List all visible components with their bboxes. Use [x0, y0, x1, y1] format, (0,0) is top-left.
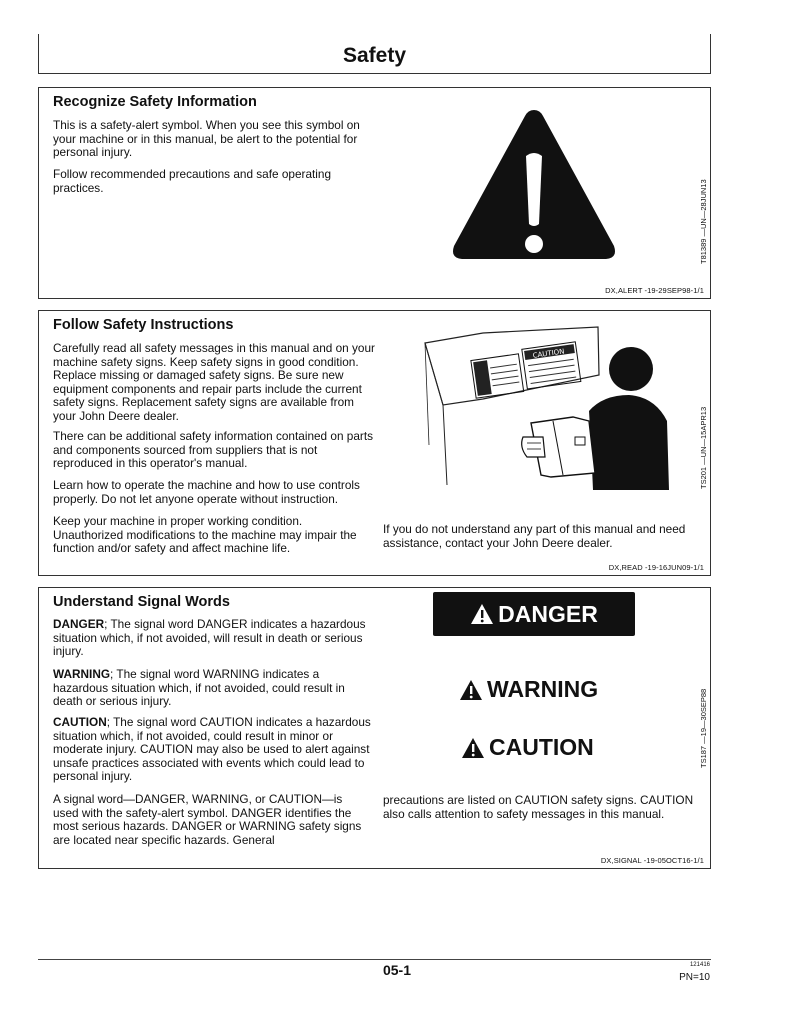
definition-text: ; The signal word WARNING indicates a hazardous situation which, if not avoided, could result in death or serious injury.	[53, 667, 345, 709]
page-title: Safety	[342, 44, 407, 67]
danger-label: DANGER	[498, 600, 598, 627]
safety-alert-triangle-icon	[459, 679, 483, 701]
paragraph: Keep your machine in proper working condition. Unauthorized modifications to the machine may impair the function and/or safety and affect machine life.	[53, 514, 357, 556]
term-caution: CAUTION	[53, 715, 107, 729]
danger-sign	[433, 592, 635, 636]
section-title: Follow Safety Instructions	[53, 317, 234, 333]
footer-date-code: 121416	[689, 962, 710, 968]
definition-text: ; The signal word CAUTION indicates a hazardous situation which, if not avoided, could result in minor or moderate injury. CAUTION may also be used to alert against unsafe practices associated with events which could lead to personal injury.	[53, 715, 371, 784]
image-code: T81389 —UN—28JUN13	[699, 179, 708, 264]
signal-definition-warning	[53, 668, 371, 709]
signal-definition-danger	[53, 618, 371, 659]
paragraph: A signal word—DANGER, WARNING, or CAUTION—is used with the safety-alert symbol. DANGER identifies the most serious hazards. DANGER or WARNING safety signs are located near specific hazards. General	[53, 792, 362, 847]
paragraph: Carefully read all safety messages in this manual and on your machine safety signs. Keep safety signs in good condition. Replace missing or damaged safety signs. Be sure new equipment components and repair parts include the current safety signs. Replacement safety signs are available from your John Deere dealer.	[53, 341, 375, 423]
page-number: 05-1	[382, 962, 412, 978]
image-code: TS187 —19—30SEP88	[699, 688, 708, 768]
sign-caution-label: CAUTION	[532, 347, 565, 360]
reference-code: DX,SIGNAL -19-05OCT16-1/1	[600, 856, 704, 865]
section-follow-instructions	[38, 310, 711, 576]
section-recognize-safety	[38, 87, 711, 299]
term-warning: WARNING	[53, 667, 111, 681]
paragraph: precautions are listed on CAUTION safety signs. CAUTION also calls attention to safety messages in this manual.	[383, 793, 694, 821]
paragraph: Follow recommended precautions and safe operating practices.	[53, 167, 332, 195]
reference-code: DX,READ -19-16JUN09-1/1	[608, 563, 704, 572]
warning-sign	[459, 676, 598, 703]
safety-alert-triangle-icon	[461, 737, 485, 759]
section-title: Recognize Safety Information	[53, 94, 257, 110]
paragraph: Learn how to operate the machine and how to use controls properly. Do not let anyone operate without instruction.	[53, 478, 360, 506]
paragraph: This is a safety-alert symbol. When you see this symbol on your machine or in this manual, be alert to the potential for personal injury.	[53, 118, 360, 160]
caution-label: CAUTION	[489, 734, 594, 760]
footer-divider	[38, 959, 711, 960]
definition-text: ; The signal word DANGER indicates a hazardous situation which, if not avoided, will result in death or serious injury.	[53, 617, 366, 659]
safety-alert-triangle-icon	[470, 603, 494, 625]
warning-label: WARNING	[487, 676, 599, 702]
footer-pn: PN=10	[679, 972, 710, 983]
term-danger: DANGER	[53, 617, 105, 631]
reference-code: DX,ALERT -19-29SEP98-1/1	[605, 286, 704, 295]
caution-sign	[461, 734, 594, 761]
section-title: Understand Signal Words	[53, 594, 230, 610]
section-signal-words	[38, 587, 711, 869]
safety-alert-triangle-icon	[448, 106, 620, 264]
paragraph: There can be additional safety information contained on parts and components sourced from suppliers that is not reproduced in this operator's manual.	[53, 429, 374, 471]
paragraph: If you do not understand any part of this manual and need assistance, contact your John Deere dealer.	[383, 522, 686, 550]
page-header	[38, 34, 711, 74]
signal-definition-caution	[53, 716, 371, 784]
person-reading-manual-illustration	[423, 325, 673, 490]
image-code: TS201 —UN—15APR13	[699, 406, 708, 489]
